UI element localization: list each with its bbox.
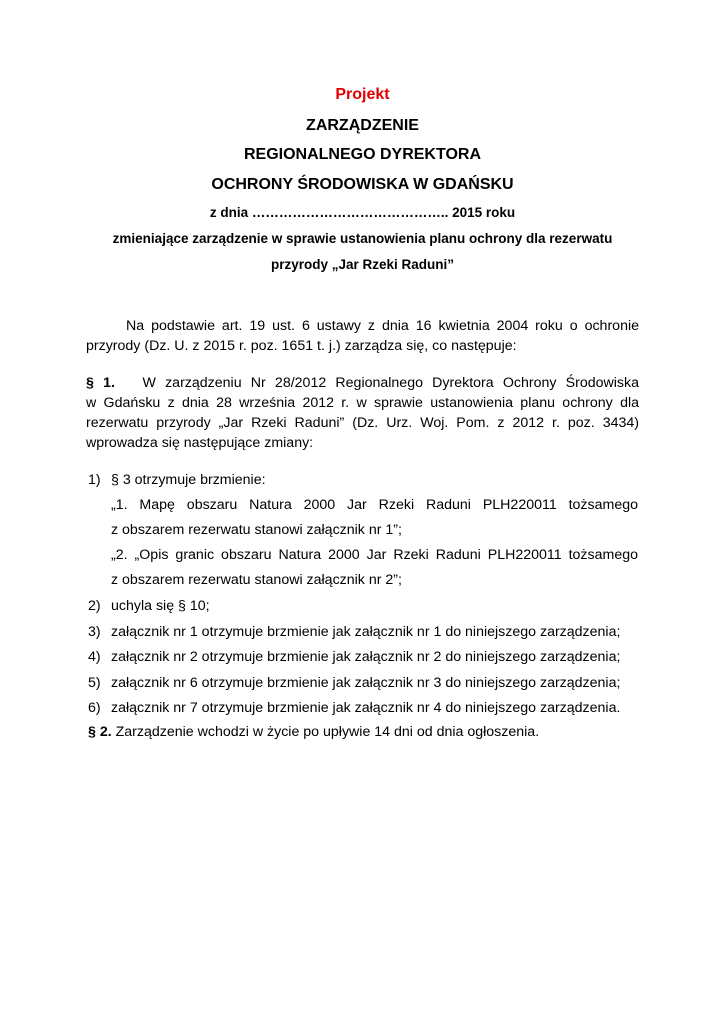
section-1-line-1 xyxy=(86,373,639,393)
list-number: 1) xyxy=(88,472,101,488)
list-text: załącznik nr 7 otrzymuje brzmienie jak załącznik nr 4 do niniejszego zarządzenia. xyxy=(111,700,621,716)
section-2 xyxy=(88,724,539,740)
section-1-line-1-text: W zarządzeniu Nr 28/2012 Regionalnego Dyrektora Ochrony Środowiska xyxy=(142,375,639,391)
project-label: Projekt xyxy=(335,86,390,103)
date-line: z dnia …………………………………….. 2015 roku xyxy=(209,205,516,220)
quoted-line-1: „1. Mapę obszaru Natura 2000 Jar Rzeki Raduni PLH220011 tożsamego xyxy=(111,497,638,513)
section-1 xyxy=(86,373,639,453)
list-item xyxy=(88,624,620,640)
quoted-line-3: „2. „Opis granic obszaru Natura 2000 Jar Rzeki Raduni PLH220011 tożsamego xyxy=(111,547,638,563)
subject-line-1: zmieniające zarządzenie w sprawie ustanowienia planu ochrony dla rezerwatu xyxy=(112,231,613,246)
list-number: 6) xyxy=(88,700,101,716)
preamble-line-2: przyrody (Dz. U. z 2015 r. poz. 1651 t. j.) zarządza się, co następuje: xyxy=(86,338,517,354)
title-line-1: ZARZĄDZENIE xyxy=(306,117,419,134)
list-text: § 3 otrzymuje brzmienie: xyxy=(111,472,266,488)
section-1-label: § 1. xyxy=(86,375,115,391)
list-item xyxy=(88,700,620,716)
list-item xyxy=(88,472,266,488)
section-2-label: § 2. xyxy=(88,724,112,740)
list-number: 2) xyxy=(88,598,101,614)
title-line-3: OCHRONY ŚRODOWISKA W GDAŃSKU xyxy=(211,176,514,193)
list-text: załącznik nr 2 otrzymuje brzmienie jak załącznik nr 2 do niniejszego zarządzenia; xyxy=(111,649,621,665)
list-text: załącznik nr 1 otrzymuje brzmienie jak załącznik nr 1 do niniejszego zarządzenia; xyxy=(111,624,621,640)
list-number: 5) xyxy=(88,675,101,691)
section-2-text: Zarządzenie wchodzi w życie po upływie 14 dni od dnia ogłoszenia. xyxy=(115,724,540,740)
preamble xyxy=(86,316,639,356)
list-number: 3) xyxy=(88,624,101,640)
section-1-line-4: wprowadza się następujące zmiany: xyxy=(86,435,314,451)
quoted-line-4: z obszarem rezerwatu stanowi załącznik nr 2”; xyxy=(111,572,402,588)
title-line-2: REGIONALNEGO DYREKTORA xyxy=(243,146,482,163)
list-text: załącznik nr 6 otrzymuje brzmienie jak załącznik nr 3 do niniejszego zarządzenia; xyxy=(111,675,621,691)
section-1-line-2: w Gdańsku z dnia 28 września 2012 r. w sprawie ustanowienia planu ochrony dla xyxy=(86,395,639,411)
list-item xyxy=(88,649,620,665)
list-text: uchyla się § 10; xyxy=(111,598,210,614)
quoted-line-2: z obszarem rezerwatu stanowi załącznik nr 1”; xyxy=(111,522,402,538)
preamble-line-1: Na podstawie art. 19 ust. 6 ustawy z dnia 16 kwietnia 2004 roku o ochronie xyxy=(126,318,639,334)
list-item xyxy=(88,675,620,691)
list-number: 4) xyxy=(88,649,101,665)
subject-line-2: przyrody „Jar Rzeki Raduni” xyxy=(270,257,455,272)
section-1-line-3: rezerwatu przyrody „Jar Rzeki Raduni” (Dz. Urz. Woj. Pom. z 2012 r. poz. 3434) xyxy=(86,415,639,431)
list-item xyxy=(88,598,210,614)
